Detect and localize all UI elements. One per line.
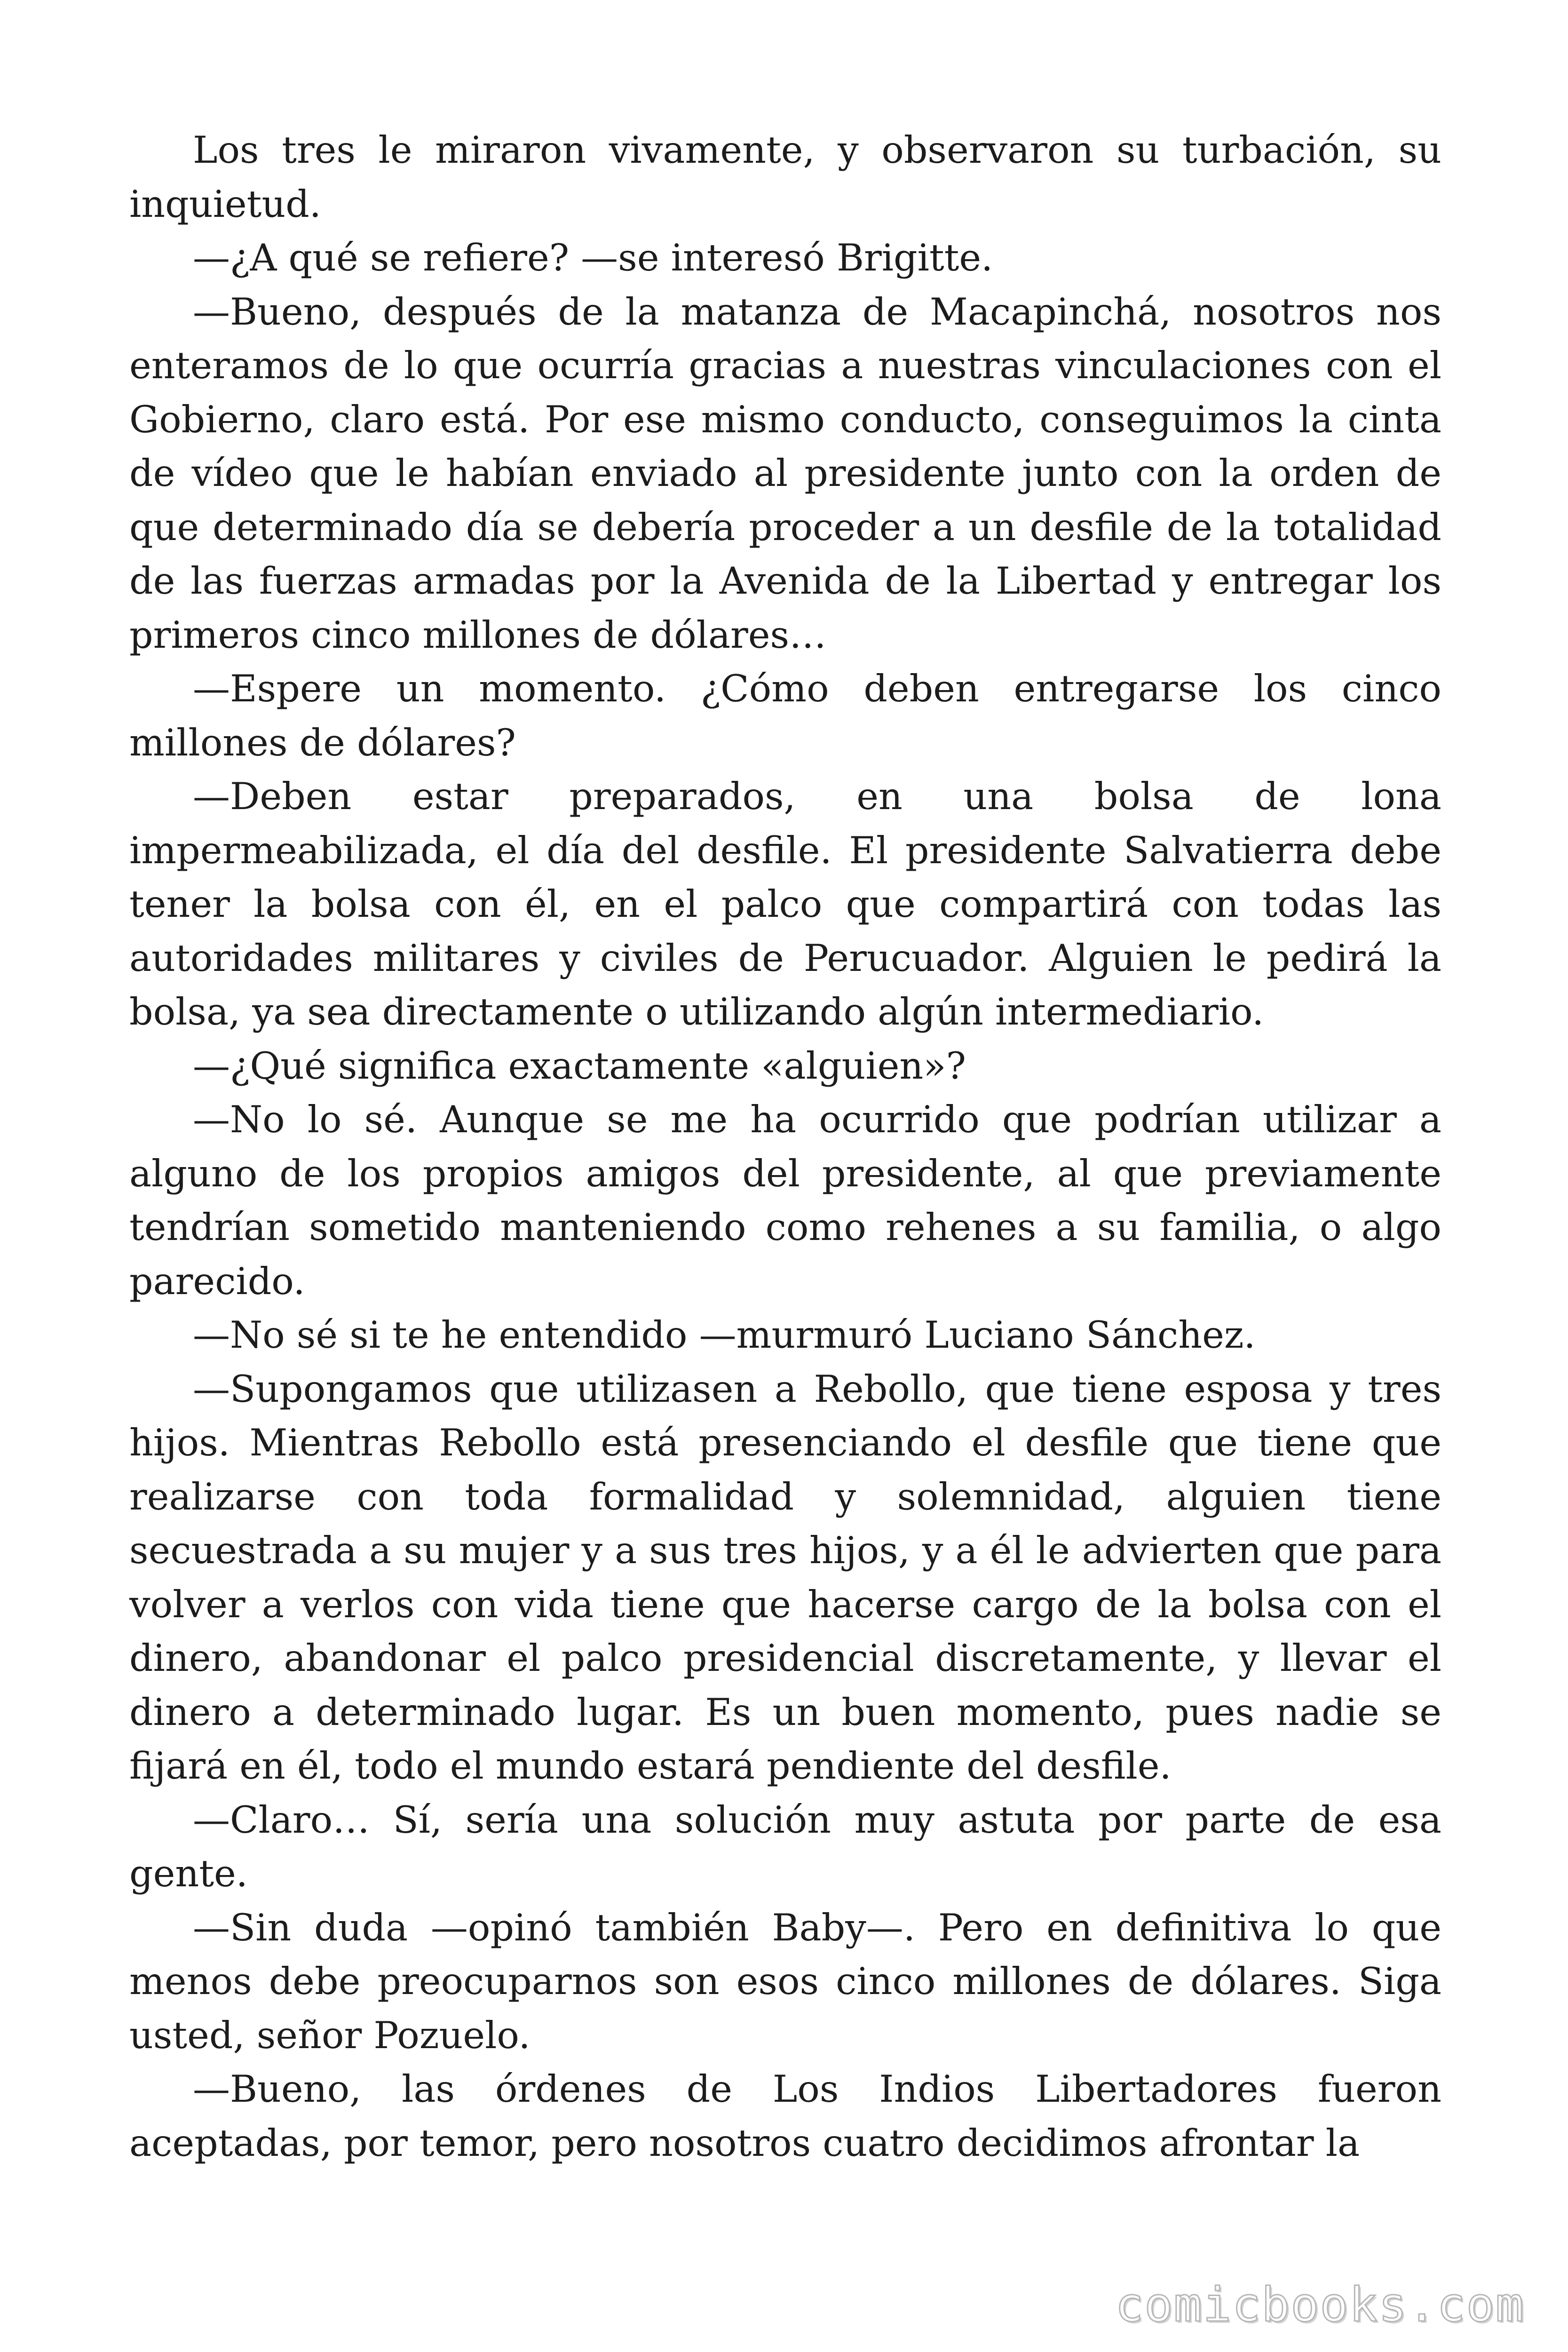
paragraph: —¿A qué se refiere? —se interesó Brigitte. [193, 236, 993, 279]
paragraph: —Claro… Sí, sería una solución muy astuta por parte de esa gente. [129, 1798, 1441, 1895]
paragraph: —No lo sé. Aunque se me ha ocurrido que podrían utilizar a alguno de los propios amigos del presidente, al que previamente tendrían sometido manteniendo como rehenes a su familia, o algo parecido. [129, 1098, 1441, 1303]
paragraph: —Espere un momento. ¿Cómo deben entregarse los cinco millones de dólares? [129, 667, 1441, 764]
paragraph: —¿Qué significa exactamente «alguien»? [193, 1044, 966, 1088]
watermark: comicbooks.com [1115, 2277, 1525, 2332]
paragraph: —Bueno, las órdenes de Los Indios Libertadores fueron aceptadas, por temor, pero nosotros cuatro decidimos afrontar la [129, 2067, 1441, 2165]
page-text [129, 123, 1441, 2170]
paragraph: —No sé si te he entendido —murmuró Luciano Sánchez. [193, 1313, 1256, 1357]
paragraph: —Sin duda —opinó también Baby—. Pero en definitiva lo que menos debe preocuparnos son esos cinco millones de dólares. Siga usted, señor Pozuelo. [129, 1906, 1441, 2057]
paragraph: —Deben estar preparados, en una bolsa de lona impermeabilizada, el día del desfile. El presidente Salvatierra debe tener la bolsa con él, en el palco que compartirá con todas las autoridades militares y civiles de Perucuador. Alguien le pedirá la bolsa, ya sea directamente o utilizando algún intermediario. [129, 775, 1441, 1033]
paragraph: Los tres le miraron vivamente, y observaron su turbación, su inquietud. [129, 128, 1441, 226]
paragraph: —Bueno, después de la matanza de Macapinchá, nosotros nos enteramos de lo que ocurría gracias a nuestras vinculaciones con el Gobierno, claro está. Por ese mismo conducto, conseguimos la cinta de vídeo que le habían enviado al presidente junto con la orden de que determinado día se debería proceder a un desfile de la totalidad de las fuerzas armadas por la Avenida de la Libertad y entregar los primeros cinco millones de dólares… [129, 290, 1441, 657]
paragraph: —Supongamos que utilizasen a Rebollo, que tiene esposa y tres hijos. Mientras Rebollo está presenciando el desfile que tiene que realizarse con toda formalidad y solemnidad, alguien tiene secuestrada a su mujer y a sus tres hijos, y a él le advierten que para volver a verlos con vida tiene que hacerse cargo de la bolsa con el dinero, abandonar el palco presidencial discretamente, y llevar el dinero a determinado lugar. Es un buen momento, pues nadie se fijará en él, todo el mundo estará pendiente del desfile. [129, 1367, 1441, 1788]
